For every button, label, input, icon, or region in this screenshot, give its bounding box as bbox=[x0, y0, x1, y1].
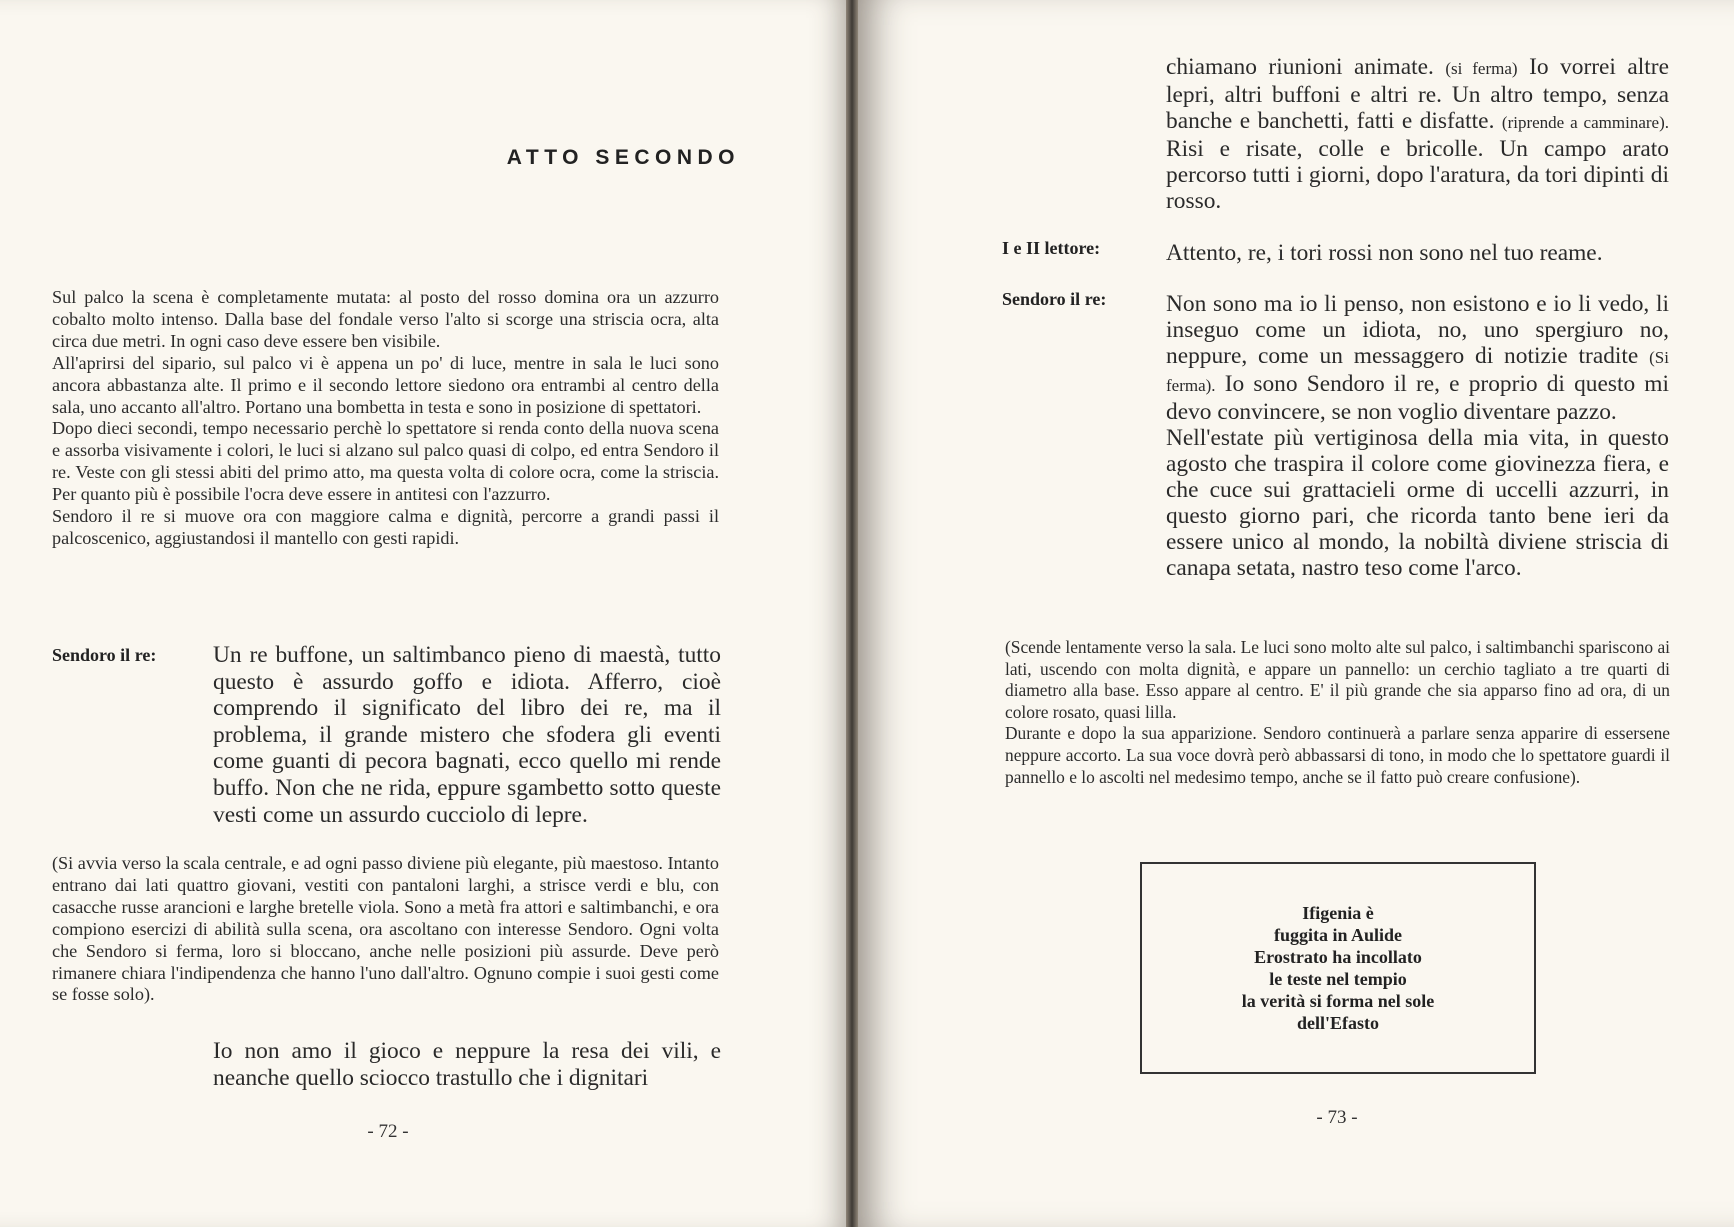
page-number: - 73 - bbox=[1316, 1107, 1358, 1128]
speech-fragment: chiamano riunioni animate. bbox=[1166, 54, 1434, 80]
stage-paragraph: (Scende lentamente verso la sala. Le luci sono molto alte sul palco, i saltimbanchi spariscono ai lati, uscendo con molta dignità, e appare un pannello: un cerchio tagliato a tre quarti di diametro alla base. Esso appare al centro. E' il più grande che sia apparso fino ad ora, di un colore rosato, quasi lilla. bbox=[1005, 637, 1670, 722]
stage-paragraph: Durante e dopo la sua apparizione. Sendoro continuerà a parlare senza apparire di essersene neppure accorto. La sua voce dovrà però abbassarsi di tono, in modo che lo spettatore guardi il pannello e lo ascolti nel medesimo tempo, anche se il fatto può creare confusione). bbox=[1005, 723, 1670, 787]
poem-line: dell'Efasto bbox=[1296, 1013, 1379, 1033]
speech-text-continued bbox=[1166, 54, 1669, 214]
intro-paragraph: All'aprirsi del sipario, sul palco vi è appena un po' di luce, mentre in sala le luci sono ancora abbastanza alte. Il primo e il secondo lettore siedono ora entrambi al centro della sala, uno accanto all'altro. Portano una bombetta in testa e sono in posizione di spettatori. bbox=[52, 352, 719, 417]
poem-line: Erostrato ha incollato bbox=[1254, 947, 1422, 967]
speaker-label: I e II lettore: bbox=[1002, 238, 1101, 258]
speech-fragment: Non sono ma io li penso, non esistono e io li vedo, li inseguo come un idiota, no, uno spergiuro no, neppure, come un messaggero di notizie tradite bbox=[1166, 291, 1669, 369]
speech-text: Io non amo il gioco e neppure la resa dei vili, e neanche quello sciocco trastullo che i dignitari bbox=[213, 1038, 721, 1091]
poem-line: Ifigenia è bbox=[1302, 903, 1374, 923]
intro-paragraph: Dopo dieci secondi, tempo necessario perchè lo spettatore si renda conto della nuova scena e assorba visivamente i colori, le luci si alzano sul palco quasi di colpo, ed entra Sendoro il re. Veste con gli stessi abiti del primo atto, ma questa volta di colore ocra, come la striscia. Per quanto più è possibile l'ocra deve essere in antitesi con l'azzurro. bbox=[52, 418, 719, 505]
speech-fragment: Io sono Sendoro il re, e proprio di questo mi devo convincere, se non voglio diventare pazzo. bbox=[1166, 371, 1669, 425]
act-title: ATTO SECONDO bbox=[506, 146, 740, 169]
speech-fragment: Io vorrei altre lepri, altri buffoni e altri re. Un altro tempo, senza banche e banchetti, fatti e disfatte. bbox=[1166, 54, 1669, 134]
inline-stage-direction: (Si ferma). bbox=[1166, 348, 1669, 395]
poem-panel bbox=[1140, 862, 1536, 1074]
speech-text: Attento, re, i tori rossi non sono nel tuo reame. bbox=[1166, 240, 1603, 266]
poem-line: fuggita in Aulide bbox=[1273, 925, 1403, 945]
speech-paragraph bbox=[1166, 291, 1669, 425]
inline-stage-direction: (riprende a camminare). bbox=[1501, 113, 1669, 132]
speaker-label: Sendoro il re: bbox=[52, 645, 157, 665]
poem-line: le teste nel tempio bbox=[1269, 969, 1407, 989]
stage-direction-intro bbox=[52, 287, 719, 550]
stage-direction bbox=[1005, 637, 1670, 788]
speech-paragraph: Nell'estate più vertiginosa della mia vita, in questo agosto che traspira il colore come giovinezza fiera, e che cuce sui grattacieli orme di uccelli azzurri, in questo giorno pari, che ricorda tanto bene ieri da essere unico al mondo, la nobiltà diviene striscia di canapa setata, nastro teso come l'arco. bbox=[1166, 425, 1669, 581]
speech-text: Un re buffone, un saltimbanco pieno di maestà, tutto questo è assurdo goffo e idiota. Afferro, cioè comprendo il significato del libro dei re, ma il problema, il grande mistero che sfodera gli eventi come guanti di pecora bagnati, ecco quello mi rende buffo. Non che ne rida, eppure sgambetto sotto queste vesti come un assurdo cucciolo di lepre. bbox=[213, 642, 721, 828]
speaker-label: Sendoro il re: bbox=[1002, 289, 1107, 309]
book-gutter bbox=[846, 0, 858, 1227]
intro-paragraph: Sendoro il re si muove ora con maggiore calma e dignità, percorre a grandi passi il palcoscenico, aggiustandosi il mantello con gesti rapidi. bbox=[52, 506, 719, 548]
poem-line: la verità si forma nel sole bbox=[1241, 991, 1435, 1011]
poem-text bbox=[1242, 902, 1434, 1034]
inline-stage-direction: (si ferma) bbox=[1445, 59, 1518, 78]
page-number: - 72 - bbox=[367, 1121, 409, 1142]
intro-paragraph: Sul palco la scena è completamente mutata: al posto del rosso domina ora un azzurro cobalto molto intenso. Dalla base del fondale verso l'alto si scorge una striscia ocra, alta circa due metri. In ogni caso deve essere ben visibile. bbox=[52, 287, 719, 351]
stage-direction: (Si avvia verso la scala centrale, e ad ogni passo diviene più elegante, più maestoso. Intanto entrano dai lati quattro giovani, vestiti con pantaloni larghi, a strisce verdi e blu, con casacche russe arancioni e larghe bretelle viola. Sono a metà fra attori e saltimbanchi, e ora compiono esercizi di abilità sulla scena, ora ascoltano con interesse Sendoro. Ogni volta che Sendoro si ferma, loro si bloccano, anche nelle posizioni più assurde. Deve però rimanere chiara l'indipendenza che hanno l'uno dall'altro. Ognuno compie i suoi gesti come se fosse solo). bbox=[52, 853, 719, 1005]
speech-fragment: Risi e risate, colle e bricolle. Un campo arato percorso tutti i giorni, dopo l'aratura, da tori dipinti di rosso. bbox=[1166, 136, 1669, 214]
left-page bbox=[0, 0, 852, 1227]
speech-text bbox=[1166, 291, 1669, 581]
